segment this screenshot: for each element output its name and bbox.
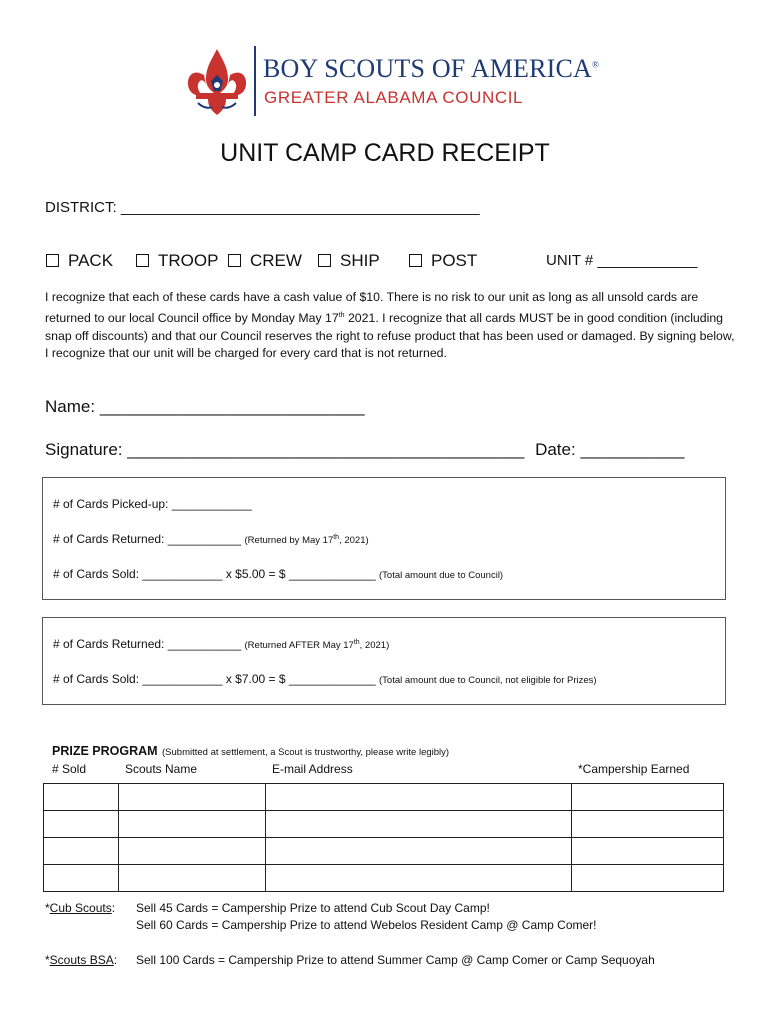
sold-field[interactable]: ____________	[142, 567, 223, 581]
bsa-fleur-de-lis-logo	[184, 45, 250, 117]
pack-checkbox[interactable]	[46, 254, 59, 267]
prize-table	[43, 783, 724, 892]
amount-note: (Total amount due to Council)	[379, 570, 504, 581]
table-row	[44, 838, 724, 865]
crew-label: CREW	[250, 251, 302, 270]
table-cell[interactable]	[119, 838, 266, 865]
returned-row	[53, 532, 369, 546]
scouts-bsa-label: *Scouts BSA:	[45, 953, 118, 967]
late-returned-row	[53, 637, 389, 651]
prize-heading: PRIZE PROGRAM	[52, 744, 158, 758]
unit-type-crew[interactable]	[228, 251, 302, 271]
name-row	[45, 397, 365, 417]
signature-row	[45, 440, 684, 460]
unit-number-label: UNIT #	[546, 252, 594, 269]
page-title: UNIT CAMP CARD RECEIPT	[220, 139, 550, 167]
cub-scouts-line-1: Sell 45 Cards = Campership Prize to attend Cub Scout Day Camp!	[136, 901, 490, 915]
signature-label: Signature:	[45, 440, 123, 459]
picked-up-field[interactable]: ____________	[171, 497, 252, 511]
district-field[interactable]: ___________________________________________	[120, 199, 480, 216]
table-cell[interactable]	[572, 811, 724, 838]
prize-heading-row	[52, 742, 449, 760]
name-label: Name:	[45, 397, 96, 416]
late-sold-calc: x $7.00 = $	[225, 672, 286, 686]
logo-divider	[254, 46, 256, 116]
table-cell[interactable]	[119, 811, 266, 838]
troop-label: TROOP	[158, 251, 219, 270]
crew-checkbox[interactable]	[228, 254, 241, 267]
amount-field[interactable]: _____________	[288, 567, 376, 581]
late-amount-note: (Total amount due to Council, not eligible for Prizes)	[379, 675, 597, 686]
troop-checkbox[interactable]	[136, 254, 149, 267]
sold-calc: x $5.00 = $	[225, 567, 286, 581]
table-cell[interactable]	[572, 838, 724, 865]
late-returned-note: (Returned AFTER May 17th, 2021)	[244, 638, 390, 651]
table-cell[interactable]	[119, 784, 266, 811]
col-header-email: E-mail Address	[272, 762, 353, 776]
post-label: POST	[431, 251, 478, 270]
table-cell[interactable]	[44, 784, 119, 811]
late-sold-label: # of Cards Sold:	[53, 672, 140, 686]
col-header-scout-name: Scouts Name	[125, 762, 198, 776]
cub-scouts-line-2: Sell 60 Cards = Campership Prize to attend Webelos Resident Camp @ Camp Comer!	[136, 918, 597, 932]
unit-type-ship[interactable]	[318, 251, 380, 271]
date-label: Date:	[535, 440, 576, 459]
unit-number-field[interactable]: ____________	[597, 252, 698, 269]
unit-number-row	[546, 252, 698, 269]
returned-note: (Returned by May 17th, 2021)	[244, 533, 369, 546]
signature-field[interactable]: __________________________________________	[127, 440, 525, 459]
table-cell[interactable]	[266, 811, 572, 838]
table-cell[interactable]	[266, 838, 572, 865]
prize-subheading: (Submitted at settlement, a Scout is trustworthy, please write legibly)	[162, 747, 450, 758]
picked-up-label: # of Cards Picked-up:	[53, 497, 169, 511]
unit-type-pack[interactable]	[46, 251, 113, 271]
late-returned-field[interactable]: ___________	[167, 637, 242, 651]
picked-up-row	[53, 497, 252, 511]
col-header-sold: # Sold	[52, 762, 87, 776]
district-label: DISTRICT:	[45, 199, 117, 216]
date-field[interactable]: ___________	[580, 440, 685, 459]
sold-row	[53, 567, 503, 581]
table-cell[interactable]	[44, 865, 119, 892]
post-checkbox[interactable]	[409, 254, 422, 267]
table-cell[interactable]	[572, 784, 724, 811]
late-amount-field[interactable]: _____________	[288, 672, 376, 686]
org-name: BOY SCOUTS OF AMERICA®	[263, 54, 600, 83]
settlement-box-late	[42, 617, 726, 705]
council-name: GREATER ALABAMA COUNCIL	[264, 88, 524, 107]
name-field[interactable]: ____________________________	[99, 397, 365, 416]
table-cell[interactable]	[266, 865, 572, 892]
returned-label: # of Cards Returned:	[53, 532, 165, 546]
scouts-bsa-line: Sell 100 Cards = Campership Prize to attend Summer Camp @ Camp Comer or Camp Sequoyah	[136, 953, 655, 967]
ship-checkbox[interactable]	[318, 254, 331, 267]
sold-label: # of Cards Sold:	[53, 567, 140, 581]
registered-mark: ®	[592, 59, 600, 70]
unit-type-troop[interactable]	[136, 251, 218, 271]
table-cell[interactable]	[44, 838, 119, 865]
cub-scouts-label: *Cub Scouts:	[45, 901, 116, 915]
statement-paragraph: I recognize that each of these cards have a cash value of $10. There is no risk to our unit as long as all unsold cards are returned to our local Council office by Monday May 17th 2021. I recognize that all cards MUST be in good condition (including snap off discounts) and that our Council reserves the right to refuse product that has been used or damaged. By signing below, I recognize that our unit will be charged for every card that is not returned.	[45, 290, 735, 361]
table-row	[44, 865, 724, 892]
district-row	[45, 199, 480, 216]
late-returned-label: # of Cards Returned:	[53, 637, 165, 651]
table-cell[interactable]	[119, 865, 266, 892]
table-cell[interactable]	[572, 865, 724, 892]
table-row	[44, 784, 724, 811]
unit-type-post[interactable]	[409, 251, 477, 271]
returned-field[interactable]: ___________	[167, 532, 242, 546]
table-cell[interactable]	[44, 811, 119, 838]
table-cell[interactable]	[266, 784, 572, 811]
ship-label: SHIP	[340, 251, 380, 270]
table-row	[44, 811, 724, 838]
col-header-campership: *Campership Earned	[578, 762, 690, 776]
pack-label: PACK	[68, 251, 114, 270]
late-sold-row	[53, 672, 597, 686]
late-sold-field[interactable]: ____________	[142, 672, 223, 686]
